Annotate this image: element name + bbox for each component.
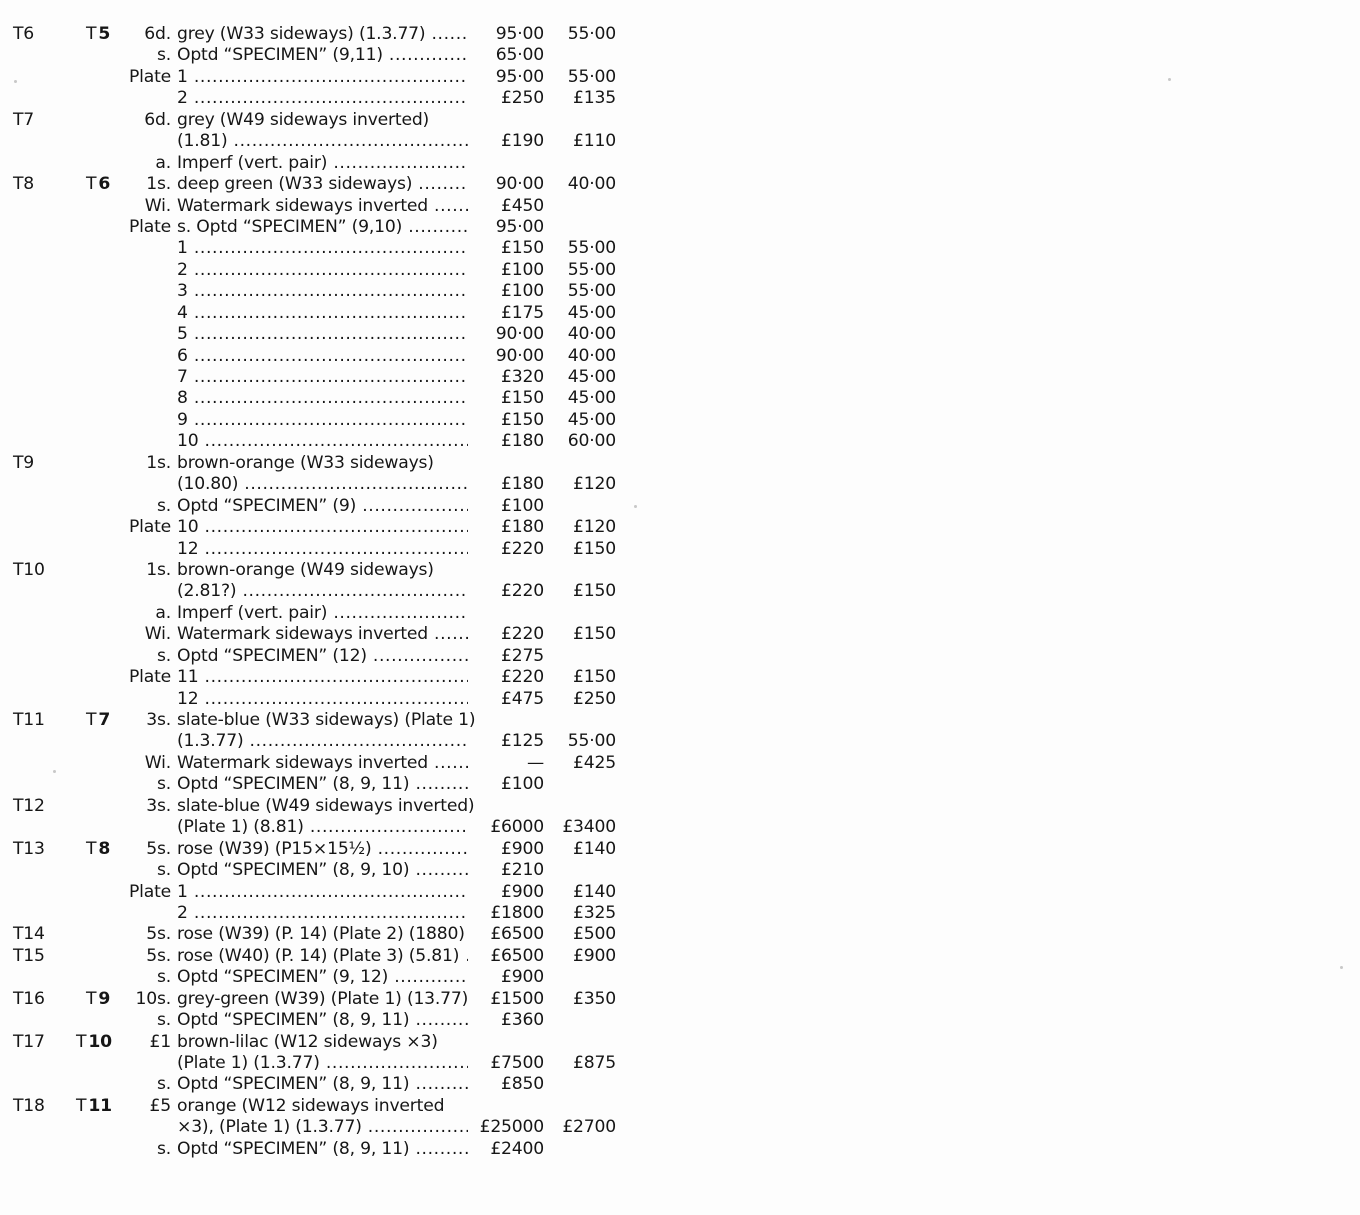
price-used: 55·00 — [567, 66, 616, 87]
price-unused: £475 — [501, 688, 544, 709]
price-unused: £220 — [501, 624, 544, 645]
value-code: s. — [156, 645, 171, 666]
price-used: £150 — [573, 667, 616, 688]
description: 4 ..... — [177, 303, 468, 324]
description: 5 ..... — [177, 324, 468, 345]
catalogue-row — [0, 860, 640, 881]
catalogue-row — [0, 67, 640, 88]
catalogue-row — [0, 1074, 640, 1095]
price-used: £875 — [573, 1053, 616, 1073]
catalogue-row — [0, 646, 640, 667]
value-code: s. — [156, 1010, 171, 1031]
description: rose (W39) (P15×15½) ..... — [177, 839, 468, 860]
value-code: Wi. — [144, 752, 171, 773]
catalogue-row — [0, 217, 640, 238]
catalogue-row — [0, 1096, 640, 1117]
catalogue-row — [0, 1139, 640, 1160]
price-unused: £6500 — [490, 924, 544, 945]
price-used: £120 — [573, 474, 616, 495]
price-unused: £175 — [501, 302, 544, 323]
type-prefix: T — [86, 710, 97, 730]
description: (1.81) ..... — [177, 131, 468, 152]
value-code: 1s. — [146, 559, 171, 580]
value-code: s. — [156, 45, 171, 66]
price-unused: £275 — [501, 645, 544, 666]
description: 10 ..... — [177, 517, 468, 538]
price-unused: 90·00 — [495, 174, 544, 195]
price-unused: 95·00 — [495, 216, 544, 237]
price-used: £110 — [573, 131, 616, 152]
catalogue-row — [0, 882, 640, 903]
catalogue-row — [0, 45, 640, 66]
value-code: £1 — [149, 1031, 171, 1052]
catalogue-row — [0, 667, 640, 688]
catalogue-row — [0, 346, 640, 367]
paper-speck — [1168, 78, 1171, 81]
price-used: 60·00 — [567, 431, 616, 452]
description: 12 ..... — [177, 539, 468, 560]
value-code: a. — [155, 152, 171, 173]
catalogue-row — [0, 153, 640, 174]
price-unused: £900 — [501, 967, 544, 988]
description: 10 ..... — [177, 431, 468, 452]
paper-speck — [634, 505, 637, 508]
catalogue-row — [0, 774, 640, 795]
catalogue-row — [0, 731, 640, 752]
catalogue-row — [0, 1053, 640, 1074]
price-unused: £7500 — [490, 1053, 544, 1073]
price-used: 45·00 — [567, 367, 616, 387]
description: s. Optd “SPECIMEN” (9,10) ..... — [177, 217, 468, 238]
description: (Plate 1) (1.3.77) ..... — [177, 1053, 468, 1074]
price-used: £140 — [573, 881, 616, 902]
catalogue-row — [0, 539, 640, 560]
catalogue-row — [0, 88, 640, 109]
catalogue-row — [0, 388, 640, 409]
catalogue-row — [0, 989, 640, 1010]
description: slate-blue (W33 sideways) (Plate 1) — [177, 710, 476, 730]
price-used: £350 — [573, 988, 616, 1009]
price-unused: 90·00 — [495, 345, 544, 366]
description: 2 ..... — [177, 88, 468, 109]
price-unused: £250 — [501, 88, 544, 109]
catalogue-row — [0, 110, 640, 131]
value-code: 5s. — [146, 924, 171, 945]
value-code: Plate — [129, 881, 171, 902]
price-unused: £180 — [501, 474, 544, 495]
value-code: Plate — [129, 667, 171, 688]
sg-number: T17 — [13, 1031, 45, 1052]
value-code: s. — [156, 967, 171, 988]
price-unused: £180 — [501, 517, 544, 538]
price-used: 45·00 — [567, 388, 616, 409]
value-code: s. — [156, 860, 171, 881]
catalogue-row — [0, 324, 640, 345]
price-used: 55·00 — [567, 731, 616, 752]
price-used: £120 — [573, 517, 616, 538]
description: Imperf (vert. pair) ..... — [177, 153, 468, 174]
value-code: s. — [156, 1138, 171, 1159]
description: (2.81?) ..... — [177, 581, 468, 602]
value-code: Wi. — [144, 195, 171, 216]
catalogue-row — [0, 453, 640, 474]
catalogue-row — [0, 839, 640, 860]
sg-number: T9 — [13, 452, 35, 473]
value-code: £5 — [149, 1095, 171, 1116]
catalogue-row — [0, 753, 640, 774]
price-used: £150 — [573, 624, 616, 645]
price-unused: £900 — [501, 881, 544, 902]
description: 1 ..... — [177, 882, 468, 903]
value-code: 5s. — [146, 838, 171, 859]
value-code: 3s. — [146, 710, 171, 730]
type-number: 5 — [98, 24, 111, 44]
sg-number: T14 — [13, 924, 45, 945]
price-unused: 95·00 — [495, 66, 544, 87]
price-used: 55·00 — [567, 259, 616, 280]
description: Imperf (vert. pair) ..... — [177, 603, 468, 624]
price-used: £150 — [573, 538, 616, 559]
catalogue-row — [0, 303, 640, 324]
price-unused: £850 — [501, 1074, 544, 1095]
price-used: 55·00 — [567, 281, 616, 302]
price-unused: £220 — [501, 581, 544, 602]
description: Watermark sideways inverted ..... — [177, 624, 468, 645]
price-unused: £6000 — [490, 817, 544, 838]
description: Optd “SPECIMEN” (9, 12) ..... — [177, 967, 468, 988]
sg-number: T8 — [13, 174, 35, 195]
value-code: Plate — [129, 216, 171, 237]
price-used: £425 — [573, 752, 616, 773]
price-used: 40·00 — [567, 345, 616, 366]
price-used: £325 — [573, 902, 616, 923]
catalogue-row — [0, 796, 640, 817]
catalogue-row — [0, 924, 640, 945]
catalogue-row — [0, 967, 640, 988]
price-unused: £100 — [501, 774, 544, 795]
price-unused: £150 — [501, 238, 544, 259]
price-unused: £220 — [501, 538, 544, 559]
price-unused: £150 — [501, 409, 544, 430]
price-used: 55·00 — [567, 24, 616, 44]
price-used: £900 — [573, 945, 616, 966]
price-used: £150 — [573, 581, 616, 602]
description: Optd “SPECIMEN” (9,11) ..... — [177, 45, 468, 66]
value-code: Wi. — [144, 624, 171, 645]
catalogue-row — [0, 1032, 640, 1053]
type-prefix: T — [76, 1031, 87, 1052]
price-unused: £180 — [501, 431, 544, 452]
description: Optd “SPECIMEN” (12) ..... — [177, 646, 468, 667]
description: brown-orange (W49 sideways) — [177, 559, 434, 580]
description: (10.80) ..... — [177, 474, 468, 495]
price-used: 45·00 — [567, 409, 616, 430]
price-unused: £100 — [501, 281, 544, 302]
catalogue-row — [0, 946, 640, 967]
price-unused: £100 — [501, 495, 544, 516]
catalogue-row — [0, 603, 640, 624]
type-number: 6 — [98, 174, 111, 195]
price-unused: £210 — [501, 860, 544, 881]
sg-number: T11 — [13, 710, 45, 730]
catalogue-row — [0, 367, 640, 388]
type-number: 8 — [98, 838, 111, 859]
catalogue-row — [0, 238, 640, 259]
price-unused: £1800 — [490, 902, 544, 923]
sg-number: T6 — [13, 24, 35, 44]
catalogue-row — [0, 903, 640, 924]
value-code: a. — [155, 602, 171, 623]
price-unused: — — [527, 752, 544, 773]
description: slate-blue (W49 sideways inverted) — [177, 795, 475, 816]
value-code: 1s. — [146, 174, 171, 195]
value-code: 5s. — [146, 945, 171, 966]
description: orange (W12 sideways inverted — [177, 1095, 445, 1116]
price-used: 40·00 — [567, 174, 616, 195]
price-used: £2700 — [562, 1117, 616, 1138]
price-used: £250 — [573, 688, 616, 709]
description: ×3), (Plate 1) (1.3.77) ..... — [177, 1117, 468, 1138]
description: deep green (W33 sideways) ..... — [177, 174, 468, 195]
price-unused: £125 — [501, 731, 544, 752]
catalogue-row — [0, 817, 640, 838]
type-number: 10 — [88, 1031, 112, 1052]
description: Optd “SPECIMEN” (9) ..... — [177, 496, 468, 517]
price-unused: £1500 — [490, 988, 544, 1009]
type-number: 9 — [98, 988, 111, 1009]
catalogue-row — [0, 260, 640, 281]
type-prefix: T — [86, 24, 97, 44]
catalogue-row — [0, 410, 640, 431]
paper-speck — [14, 80, 17, 83]
description: Optd “SPECIMEN” (8, 9, 11) ..... — [177, 1139, 468, 1160]
type-prefix: T — [76, 1095, 87, 1116]
catalogue-row — [0, 624, 640, 645]
description: 1 ..... — [177, 238, 468, 259]
price-used: 45·00 — [567, 302, 616, 323]
description: grey-green (W39) (Plate 1) (13.77) ..... — [177, 989, 468, 1010]
price-unused: £25000 — [479, 1117, 544, 1138]
type-prefix: T — [86, 838, 97, 859]
sg-number: T18 — [13, 1095, 45, 1116]
catalogue-row — [0, 517, 640, 538]
catalogue-row — [0, 431, 640, 452]
stamp-catalogue-table — [0, 24, 640, 1160]
value-code: s. — [156, 774, 171, 795]
value-code: Plate — [129, 517, 171, 538]
catalogue-row — [0, 281, 640, 302]
price-unused: £190 — [501, 131, 544, 152]
catalogue-row — [0, 581, 640, 602]
description: 3 ..... — [177, 281, 468, 302]
price-unused: £900 — [501, 838, 544, 859]
value-code: s. — [156, 1074, 171, 1095]
price-unused: £100 — [501, 259, 544, 280]
description: 6 ..... — [177, 346, 468, 367]
value-code: 3s. — [146, 795, 171, 816]
sg-number: T15 — [13, 945, 45, 966]
catalogue-row — [0, 131, 640, 152]
description: (Plate 1) (8.81) ..... — [177, 817, 468, 838]
description: Optd “SPECIMEN” (8, 9, 11) ..... — [177, 1074, 468, 1095]
value-code: s. — [156, 495, 171, 516]
description: 12 ..... — [177, 689, 468, 710]
catalogue-row — [0, 689, 640, 710]
price-used: £500 — [573, 924, 616, 945]
price-unused: 95·00 — [495, 24, 544, 44]
sg-number: T13 — [13, 838, 45, 859]
type-prefix: T — [86, 988, 97, 1009]
description: Optd “SPECIMEN” (8, 9, 11) ..... — [177, 1010, 468, 1031]
value-code: 6d. — [144, 109, 171, 130]
sg-number: T7 — [13, 109, 35, 130]
description: (1.3.77) ..... — [177, 731, 468, 752]
catalogue-row — [0, 474, 640, 495]
price-unused: 90·00 — [495, 324, 544, 345]
catalogue-row — [0, 174, 640, 195]
price-unused: £320 — [501, 367, 544, 387]
value-code: Plate — [129, 66, 171, 87]
description: grey (W49 sideways inverted) — [177, 109, 430, 130]
description: 2 ..... — [177, 260, 468, 281]
description: Optd “SPECIMEN” (8, 9, 10) ..... — [177, 860, 468, 881]
price-unused: £360 — [501, 1010, 544, 1031]
type-prefix: T — [86, 174, 97, 195]
description: grey (W33 sideways) (1.3.77) ..... — [177, 24, 468, 45]
sg-number: T16 — [13, 988, 45, 1009]
price-used: 40·00 — [567, 324, 616, 345]
paper-speck — [1340, 966, 1343, 969]
description: 11 ..... — [177, 667, 468, 688]
catalogue-row — [0, 710, 640, 731]
description: Optd “SPECIMEN” (8, 9, 11) ..... — [177, 774, 468, 795]
sg-number: T10 — [13, 559, 45, 580]
paper-speck — [53, 770, 56, 773]
price-unused: 65·00 — [495, 45, 544, 66]
catalogue-row — [0, 496, 640, 517]
price-used: £135 — [573, 88, 616, 109]
description: Watermark sideways inverted ..... — [177, 753, 468, 774]
value-code: 6d. — [144, 24, 171, 44]
description: Watermark sideways inverted ..... — [177, 196, 468, 217]
catalogue-row — [0, 1117, 640, 1138]
price-used: £3400 — [562, 817, 616, 838]
price-used: £140 — [573, 838, 616, 859]
sg-number: T12 — [13, 795, 45, 816]
description: brown-lilac (W12 sideways ×3) — [177, 1031, 438, 1052]
description: 2 ..... — [177, 903, 468, 924]
value-code: 10s. — [135, 988, 171, 1009]
price-unused: £2400 — [490, 1138, 544, 1159]
value-code: 1s. — [146, 452, 171, 473]
catalogue-row — [0, 196, 640, 217]
description: 1 ..... — [177, 67, 468, 88]
price-unused: £450 — [501, 195, 544, 216]
price-used: 55·00 — [567, 238, 616, 259]
type-number: 11 — [88, 1095, 112, 1116]
price-unused: £220 — [501, 667, 544, 688]
description: rose (W40) (P. 14) (Plate 3) (5.81) ..... — [177, 946, 468, 967]
catalogue-row — [0, 1010, 640, 1031]
price-unused: £150 — [501, 388, 544, 409]
price-unused: £6500 — [490, 945, 544, 966]
description: 8 ..... — [177, 388, 468, 409]
description: brown-orange (W33 sideways) — [177, 452, 434, 473]
description: rose (W39) (P. 14) (Plate 2) (1880) ..... — [177, 924, 468, 945]
catalogue-row — [0, 560, 640, 581]
catalogue-row — [0, 24, 640, 45]
type-number: 7 — [98, 710, 111, 730]
description: 7 ..... — [177, 367, 468, 388]
description: 9 ..... — [177, 410, 468, 431]
